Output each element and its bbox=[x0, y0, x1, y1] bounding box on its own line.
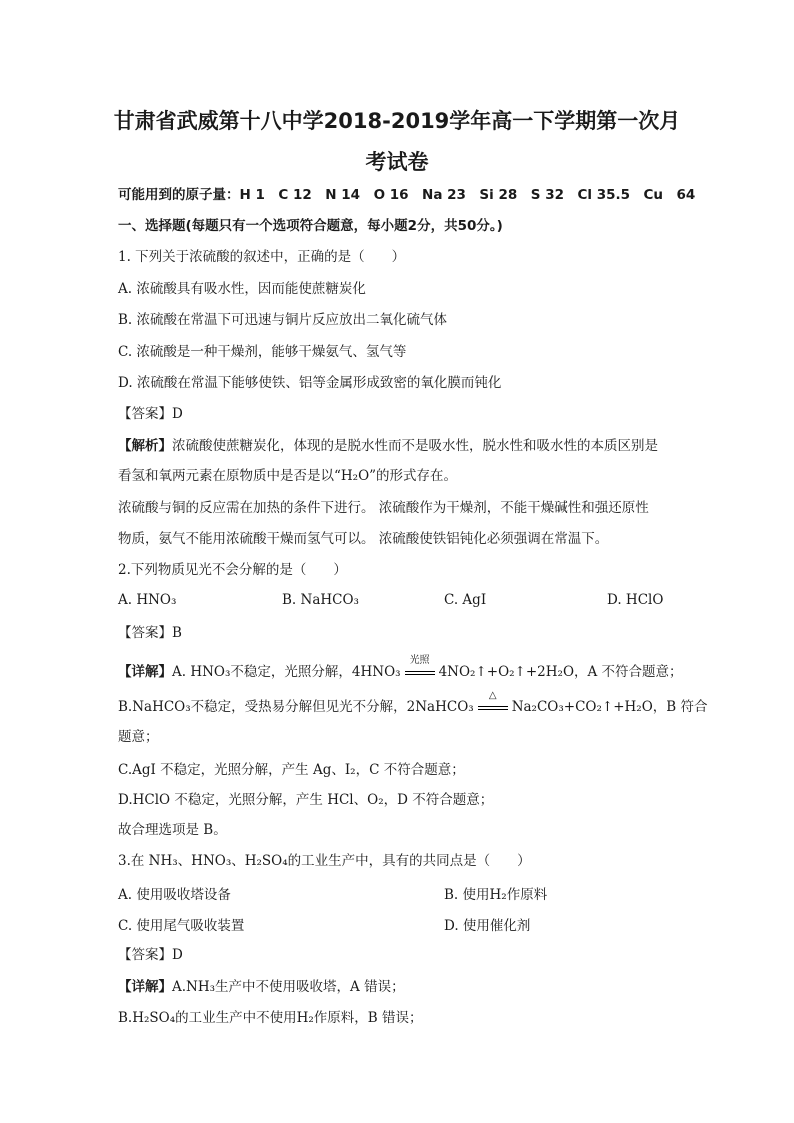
atomic-masses-line: 可能用到的原子量：H 1 C 12 N 14 O 16 Na 23 Si 28 S 32 Cl 35.5 Cu 64 bbox=[118, 187, 696, 203]
q2-option-c: C. AgI bbox=[444, 592, 487, 608]
q2-stem: 2.下列物质见光不会分解的是（ ） bbox=[118, 562, 347, 578]
q2-option-d: D. HClO bbox=[607, 592, 664, 608]
reaction-condition bbox=[476, 690, 510, 717]
double-line-arrow bbox=[405, 671, 435, 675]
q2-answer: 【答案】B bbox=[118, 625, 182, 641]
q1-analysis-line3: 浓硫酸与铜的反应需在加热的条件下进行。 浓硫酸作为干燥剂，不能干燥碱性和强还原性 bbox=[118, 500, 649, 516]
heat-symbol: △ bbox=[488, 690, 497, 701]
detail-a-text: A. HNO₃不稳定，光照分解，4HNO₃ bbox=[172, 664, 401, 680]
detail-b-products: Na₂CO₃+CO₂↑+H₂O，B 符合 bbox=[511, 699, 708, 715]
q1-option-d: D. 浓硫酸在常温下能够使铁、铝等金属形成致密的氧化膜而钝化 bbox=[118, 375, 502, 391]
analysis-text: 浓硫酸使蔗糖炭化，体现的是脱水性而不是吸水性，脱水性和吸水性的本质区别是 bbox=[172, 438, 658, 454]
detail-a-products: 4NO₂↑+O₂↑+2H₂O，A 不符合题意； bbox=[438, 664, 683, 680]
q2-detail-b bbox=[118, 690, 708, 717]
q3-option-b: B. 使用H₂作原料 bbox=[444, 887, 548, 903]
q1-analysis-line1 bbox=[118, 436, 676, 456]
q1-stem: 1. 下列关于浓硫酸的叙述中，正确的是（ ） bbox=[118, 249, 406, 265]
detail-label: 【详解】 bbox=[118, 664, 172, 680]
detail-label: 【详解】 bbox=[118, 979, 172, 995]
q1-answer: 【答案】D bbox=[118, 406, 183, 422]
q3-answer: 【答案】D bbox=[118, 947, 183, 963]
detail-b-text: B.NaHCO₃不稳定，受热易分解但见光不分解，2NaHCO₃ bbox=[118, 699, 474, 715]
q2-option-b: B. NaHCO₃ bbox=[282, 592, 359, 608]
q3-option-c: C. 使用尾气吸收装置 bbox=[118, 918, 245, 934]
q2-detail-a bbox=[118, 655, 683, 682]
q1-analysis-line2: 看氢和氧两元素在原物质中是否是以“H₂O”的形式存在。 bbox=[118, 468, 458, 484]
page-title-line1: 甘肃省武威第十八中学2018-2019学年高一下学期第一次月 bbox=[113, 109, 681, 133]
q3-detail-a bbox=[118, 977, 676, 997]
section-heading: 一、选择题(每题只有一个选项符合题意，每小题2分，共50分。) bbox=[118, 218, 503, 234]
q2-detail-c: C.AgI 不稳定，光照分解，产生 Ag、I₂，C 不符合题意； bbox=[118, 762, 465, 778]
page-title-line2: 考试卷 bbox=[365, 150, 429, 174]
q2-conclusion: 故合理选项是 B。 bbox=[118, 822, 227, 838]
reaction-condition bbox=[403, 655, 437, 682]
q1-analysis-line4: 物质，氨气不能用浓硫酸干燥而氢气可以。 浓硫酸使铁铝钝化必须强调在常温下。 bbox=[118, 531, 609, 547]
q1-option-b: B. 浓硫酸在常温下可迅速与铜片反应放出二氧化硫气体 bbox=[118, 312, 448, 328]
q2-option-a: A. HNO₃ bbox=[118, 592, 177, 608]
q3-option-d: D. 使用催化剂 bbox=[444, 918, 531, 934]
q3-detail-b: B.H₂SO₄的工业生产中不使用H₂作原料，B 错误； bbox=[118, 1010, 423, 1026]
q3-stem: 3.在 NH₃、HNO₃、H₂SO₄的工业生产中，具有的共同点是（ ） bbox=[118, 853, 531, 869]
double-line-arrow bbox=[478, 706, 508, 710]
q2-detail-b-cont: 题意； bbox=[118, 729, 159, 745]
q1-option-a: A. 浓硫酸具有吸水性，因而能使蔗糖炭化 bbox=[118, 281, 366, 297]
condition-label: 光照 bbox=[409, 655, 430, 666]
analysis-label: 【解析】 bbox=[118, 438, 172, 454]
q1-option-c: C. 浓硫酸是一种干燥剂，能够干燥氨气、氢气等 bbox=[118, 344, 407, 360]
q3-option-a: A. 使用吸收塔设备 bbox=[118, 887, 231, 903]
q2-detail-d: D.HClO 不稳定，光照分解，产生 HCl、O₂，D 不符合题意； bbox=[118, 792, 494, 808]
detail-a-text: A.NH₃生产中不使用吸收塔，A 错误； bbox=[172, 979, 405, 995]
